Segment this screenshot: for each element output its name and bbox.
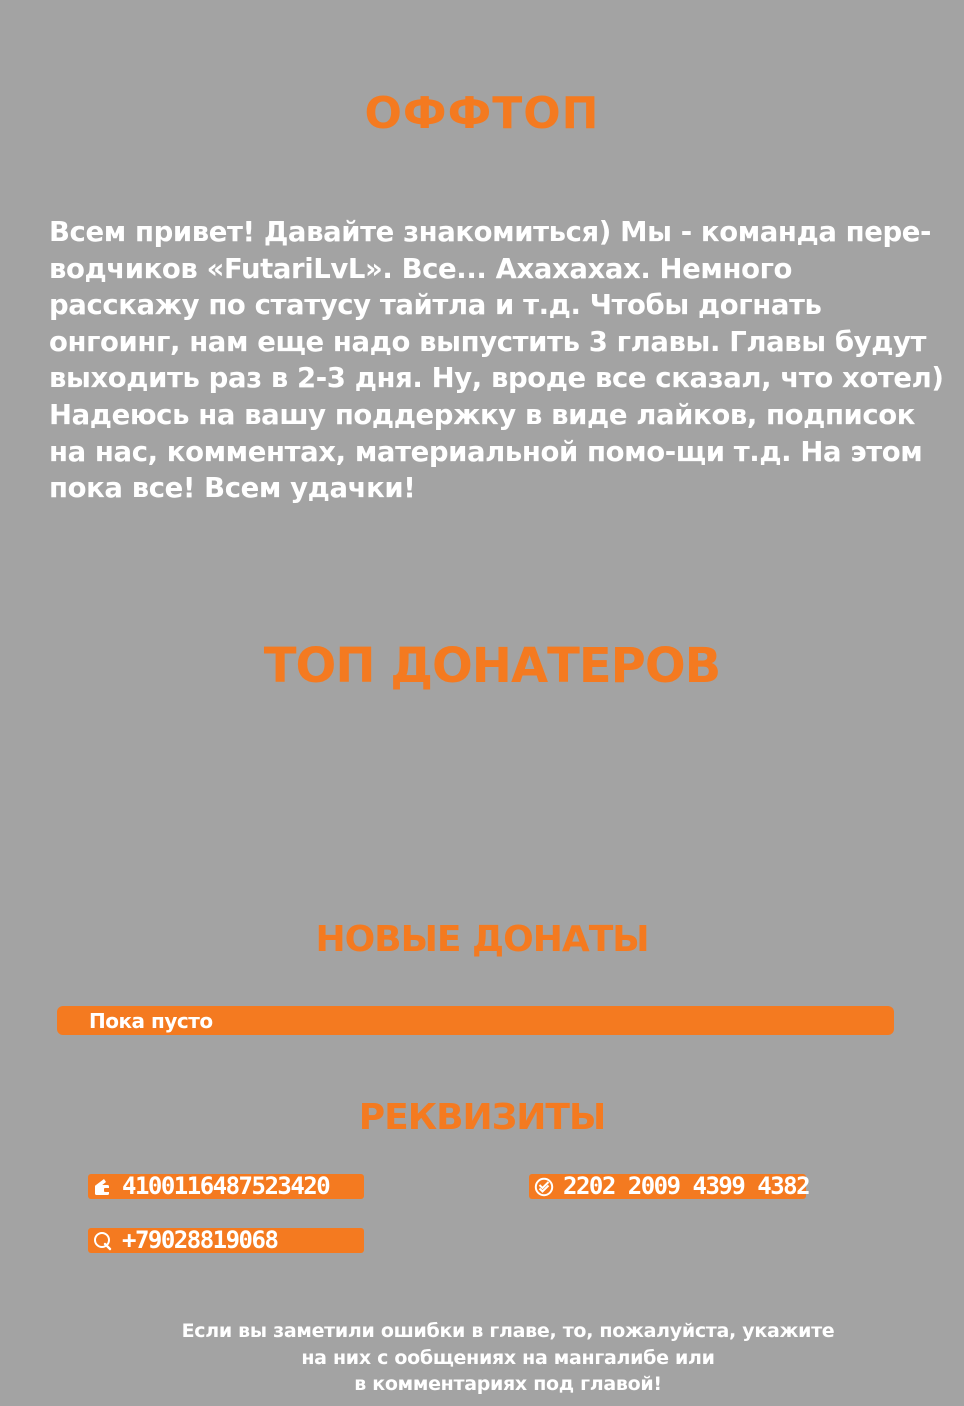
requisite-qiwi-value: +79028819068 (122, 1226, 278, 1254)
requisite-qiwi[interactable] (88, 1228, 364, 1253)
requisite-bank-card-value: 2202 2009 4399 4382 (563, 1172, 810, 1200)
intro-text: Всем привет! Давайте знакомиться) Мы - команда пере-водчиков «FutariLvL». Все... Ахахахах. Немного расскажу по статусу тайтла и т.д. Чтобы догнать онгоинг, нам еще надо выпустить 3 главы. Главы будут выходить раз в 2-3 дня. Ну, вроде все сказал, что хотел) Надеюсь на вашу поддержку в виде лайков, подписок на нас, комментах, материальной помо-щи т.д. На этом пока все! Всем удачки! (49, 216, 944, 505)
new-donations-empty-text: Пока пусто (89, 1009, 213, 1033)
requisites-heading: РЕКВИЗИТЫ (358, 1097, 606, 1138)
new-donations-empty-bar (57, 1006, 894, 1035)
new-donations-heading: НОВЫЕ ДОНАТЫ (315, 919, 649, 960)
footer-note (0, 1318, 964, 1398)
footer-line-2: на них с ообщениях на мангалибе или (301, 1346, 715, 1369)
bank-card-icon (533, 1176, 555, 1198)
requisite-bank-card[interactable] (529, 1172, 810, 1200)
footer-line-3: в комментариях под главой! (354, 1373, 662, 1395)
requisite-yoomoney[interactable] (88, 1174, 364, 1199)
requisite-yoomoney-value: 4100116487523420 (122, 1172, 330, 1200)
footer-line-1: Если вы заметили ошибки в главе, то, пожалуйста, укажите (181, 1320, 835, 1342)
wallet-icon (92, 1176, 114, 1198)
offtop-heading: ОФФТОП (364, 88, 600, 139)
qiwi-icon (92, 1230, 114, 1252)
top-donaters-heading: ТОП ДОНАТЕРОВ (263, 638, 721, 694)
